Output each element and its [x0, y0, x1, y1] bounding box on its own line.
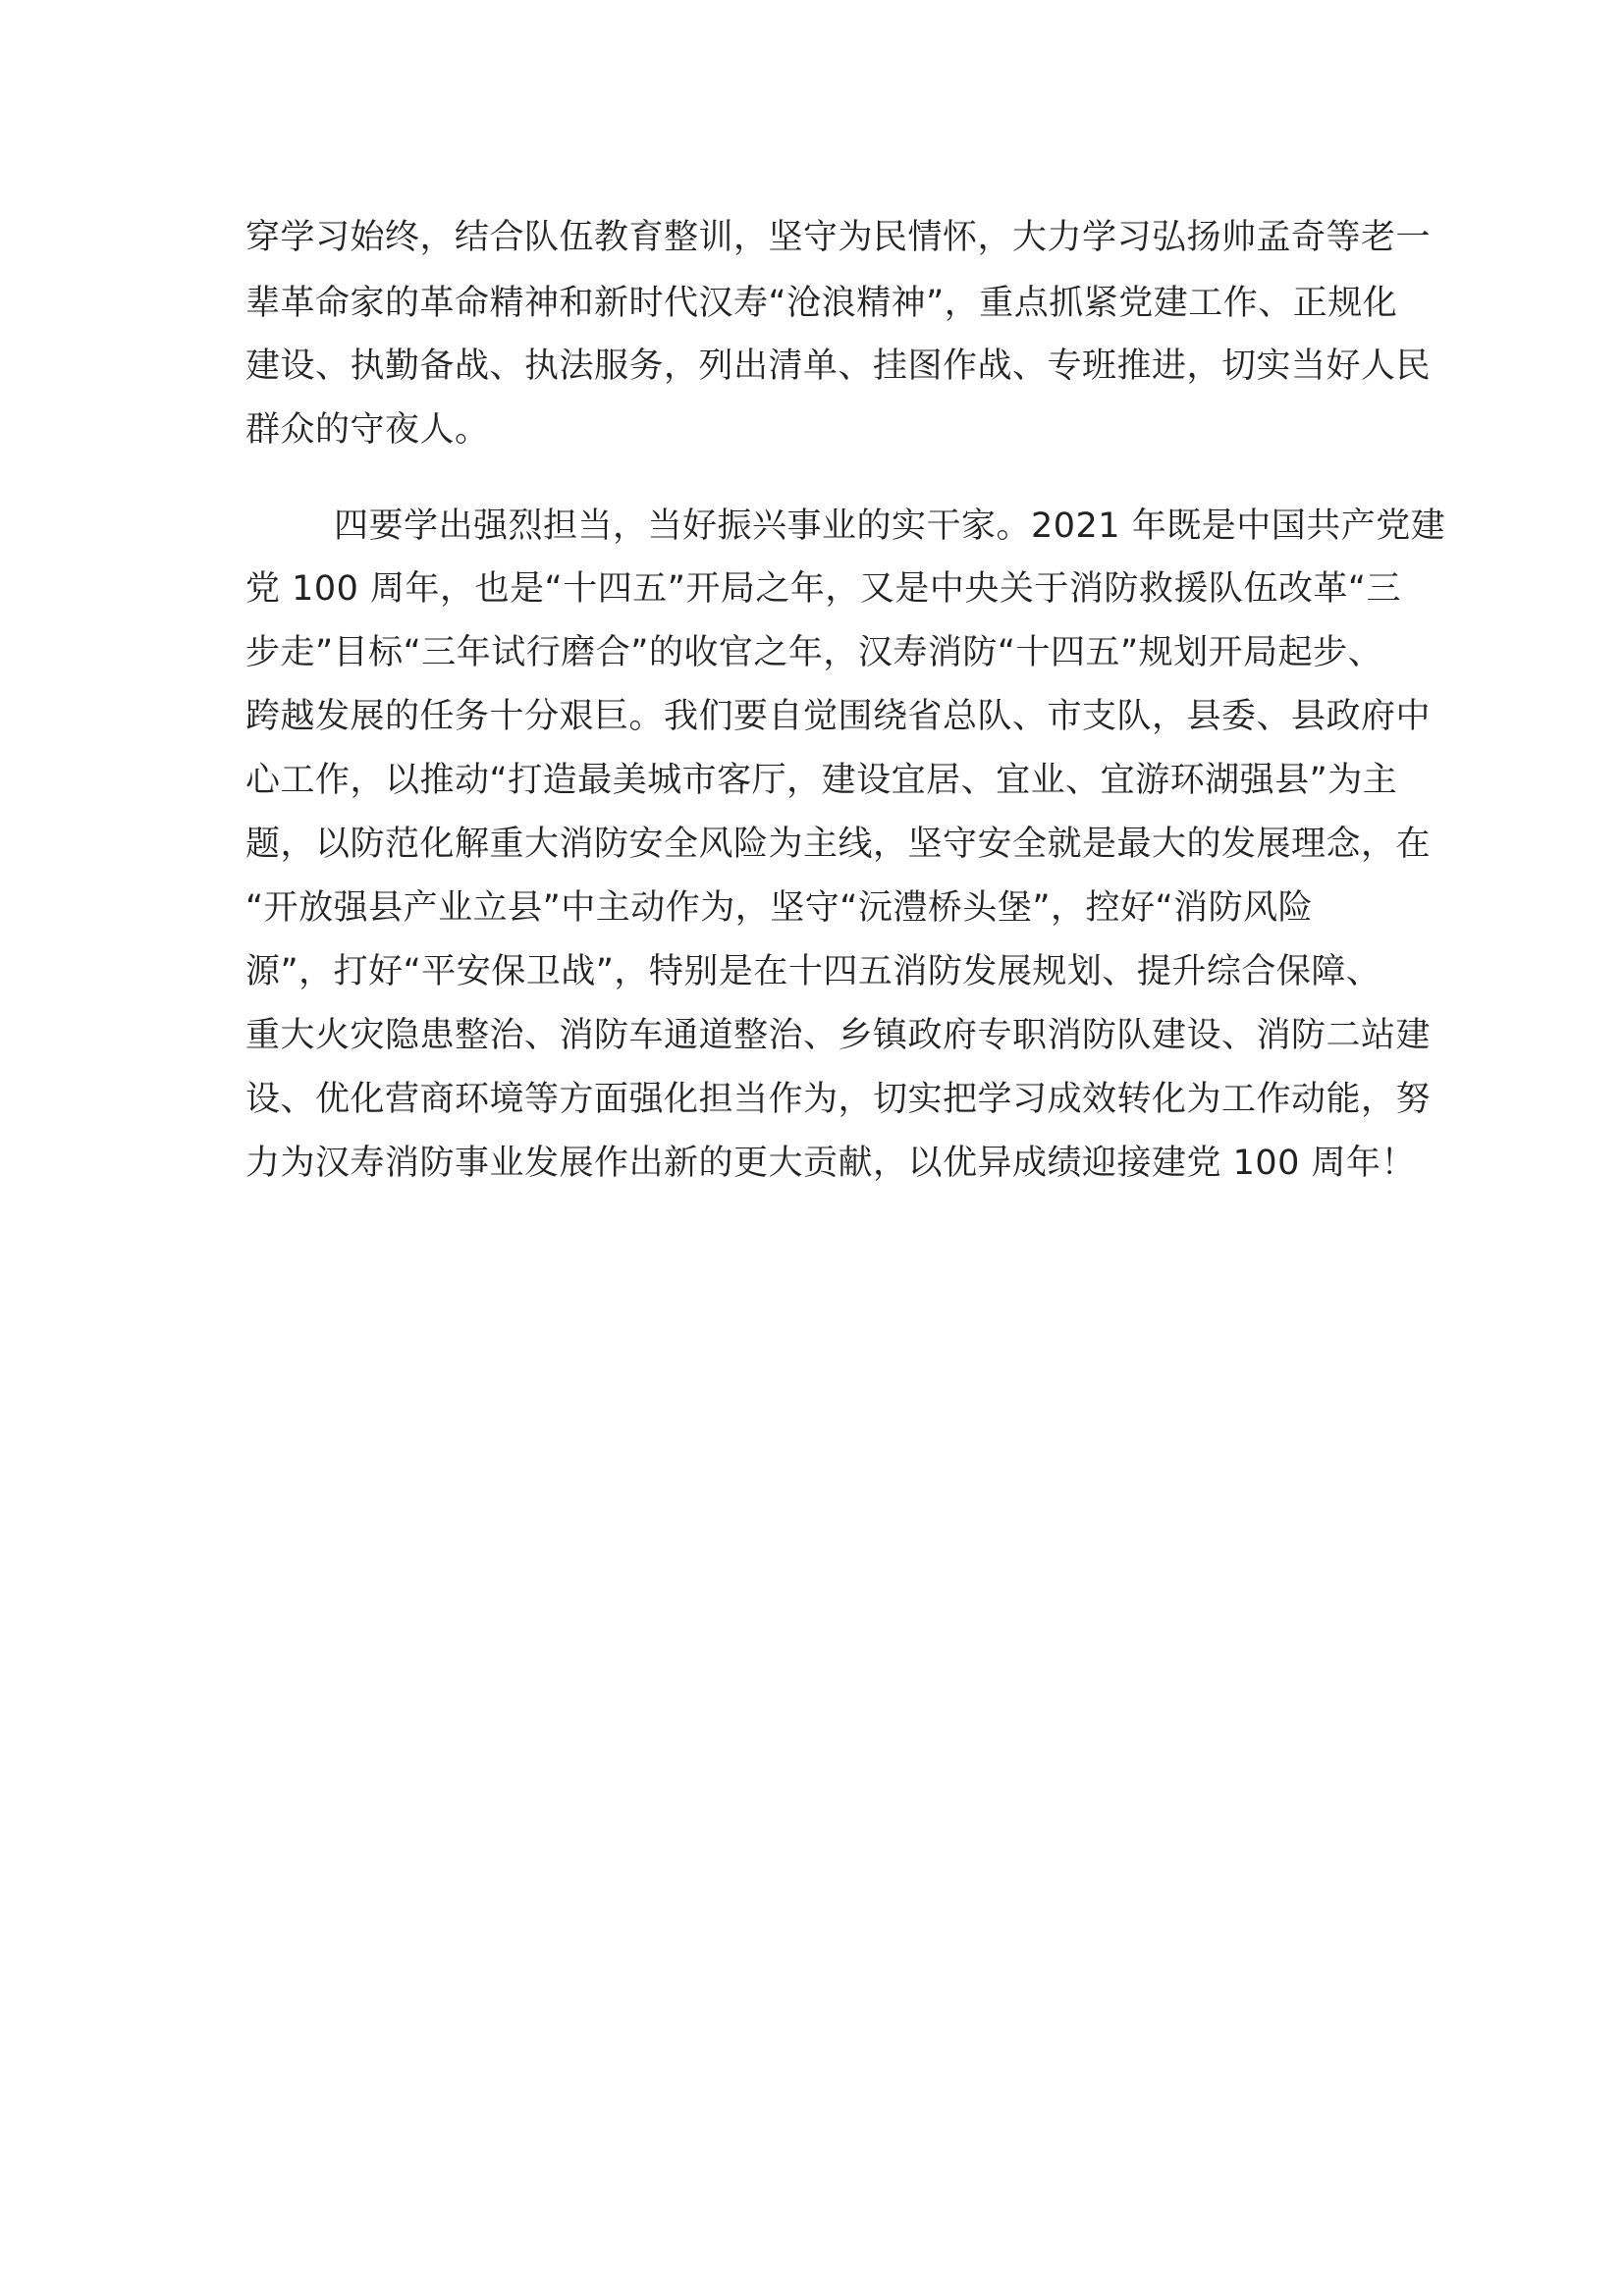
paragraph-2-line-10: 设、优化营商环境等方面强化担当作为，切实把学习成效转化为工作动能，努: [245, 1080, 1432, 1119]
paragraph-2-line-2: 党 100 周年，也是“十四五”开局之年，又是中央关于消防救援队伍改革“三: [245, 569, 1401, 609]
paragraph-2-line-9: 重大火灾隐患整治、消防车通道整治、乡镇政府专职消防队建设、消防二站建: [245, 1016, 1432, 1055]
paragraph-1-line-4: 群众的守夜人。: [245, 410, 490, 450]
paragraph-1-line-3: 建设、执勤备战、执法服务，列出清单、挂图作战、专班推进，切实当好人民: [245, 347, 1432, 386]
paragraph-1-line-1: 穿学习始终，结合队伍教育整训，坚守为民情怀，大力学习弘扬帅孟奇等老一: [245, 218, 1432, 257]
paragraph-2-line-3: 步走”目标“三年试行磨合”的收官之年，汉寿消防“十四五”规划开局起步、: [245, 633, 1383, 672]
paragraph-2-line-1: 四要学出强烈担当，当好振兴事业的实干家。2021 年既是中国共产党建: [334, 507, 1446, 546]
paragraph-2-line-4: 跨越发展的任务十分艰巨。我们要自觉围绕省总队、市支队，县委、县政府中: [245, 697, 1432, 736]
paragraph-2-line-7: “开放强县产业立县”中主动作为，坚守“沅澧桥头堡”，控好“消防风险: [245, 888, 1314, 928]
paragraph-2-line-11: 力为汉寿消防事业发展作出新的更大贡献，以优异成绩迎接建党 100 周年！: [245, 1144, 1417, 1183]
paragraph-2-line-8: 源”，打好“平安保卫战”，特别是在十四五消防发展规划、提升综合保障、: [245, 952, 1381, 991]
paragraph-1-line-2: 辈革命家的革命精神和新时代汉寿“沧浪精神”，重点抓紧党建工作、正规化: [245, 284, 1398, 323]
paragraph-2-line-6: 题，以防范化解重大消防安全风险为主线，坚守安全就是最大的发展理念，在: [245, 825, 1432, 864]
paragraph-2-line-5: 心工作，以推动“打造最美城市客厅，建设宜居、宜业、宜游环湖强县”为主: [245, 761, 1398, 800]
